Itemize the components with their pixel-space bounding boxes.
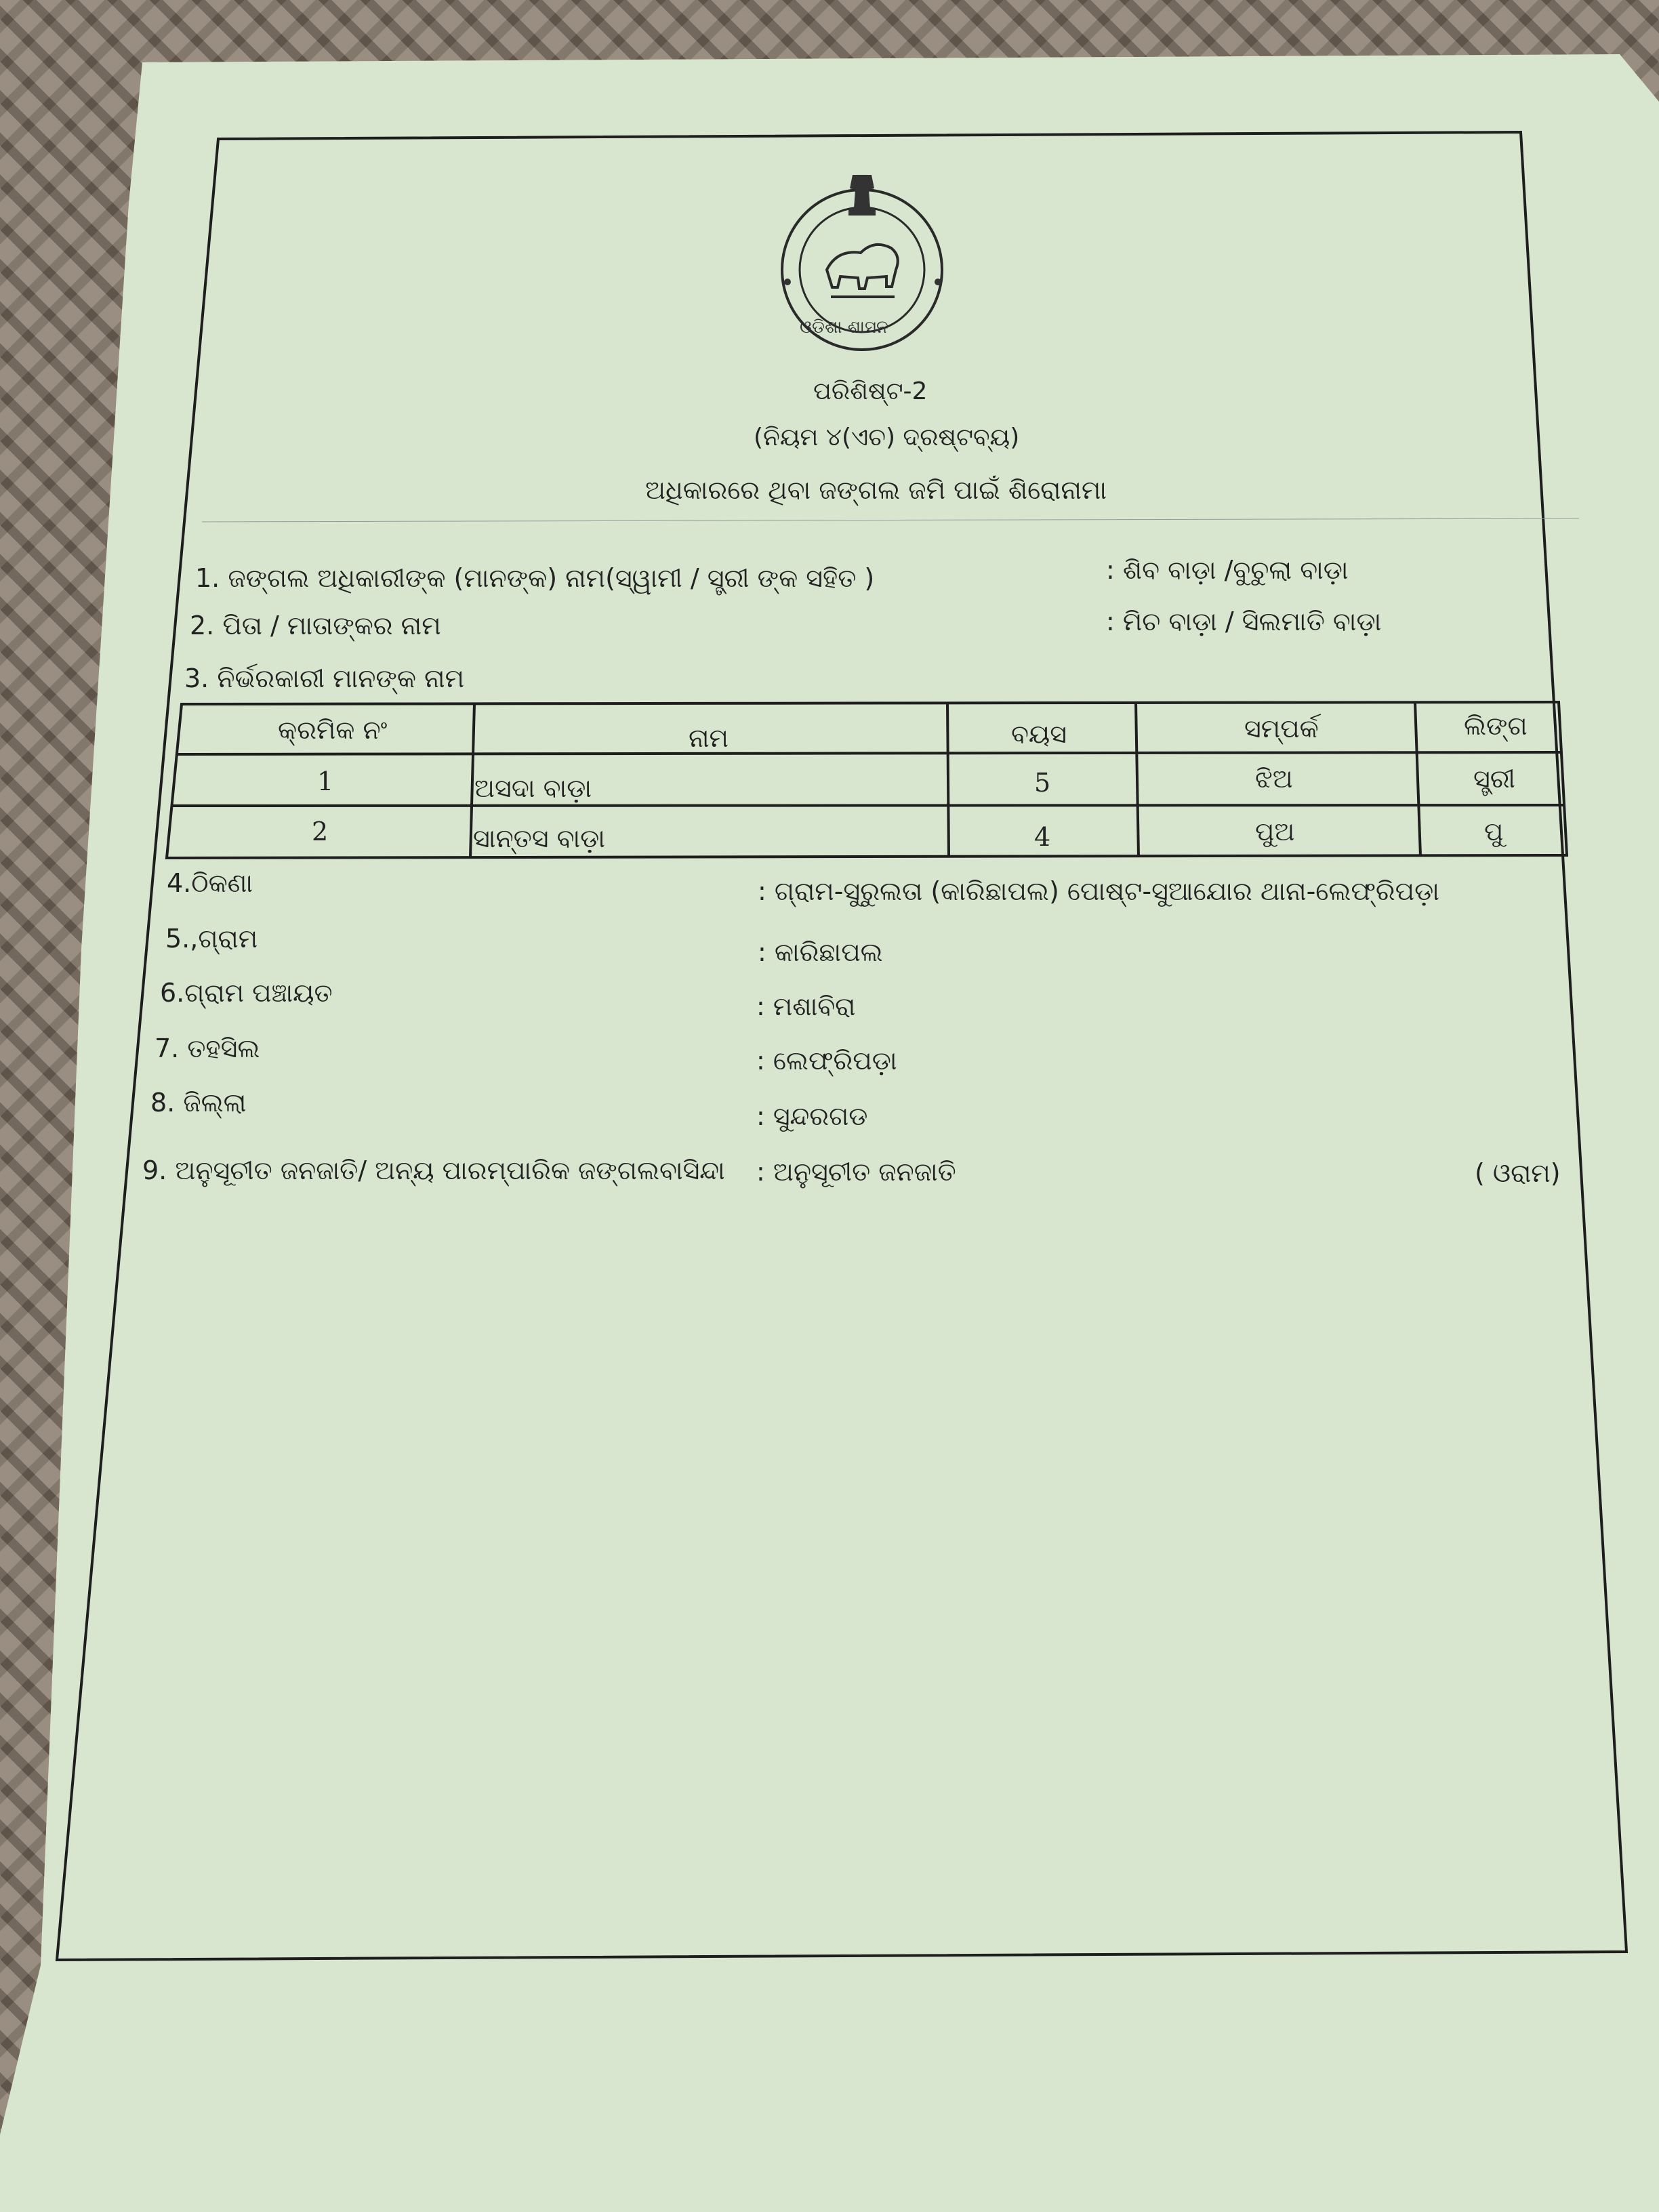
field-9-label: 9. ଅନୁସୂଚୀତ ଜନଜାତି/ ଅନ୍ୟ ପାରମ୍ପାରିକ ଜଙ୍ଗଲବାସିନ୍ଦା: [142, 1155, 725, 1185]
table-row-1-name: ଅସଦା ବାଡ଼ା: [474, 773, 592, 803]
document-heading: ଅଧିକାରରେ ଥିବା ଜଙ୍ଗଲ ଜମି ପାଇଁ ଶିରୋନାମା: [645, 475, 1107, 505]
field-8-label: 8. ଜିଲ୍ଲା: [150, 1088, 247, 1118]
table-header-name: ନାମ: [689, 723, 729, 753]
table-header-serial: କ୍ରମିକ ନଂ: [278, 715, 388, 745]
field-7-label: 7. ତହସିଲ: [155, 1033, 260, 1063]
table-row-1-relation: ଝିଅ: [1255, 764, 1293, 794]
field-6-label: 6.ଗ୍ରାମ ପଞ୍ଚାୟତ: [160, 978, 333, 1008]
field-2-label: 2. ପିତା / ମାତାଙ୍କର ନାମ: [190, 611, 441, 640]
field-7-value: : ଲେଫ୍ରିପଡ଼ା: [756, 1046, 897, 1076]
table-row-2-serial: 2: [312, 817, 329, 846]
field-1-label: 1. ଜଙ୍ଗଲ ଅଧିକାରୀଙ୍କ (ମାନଙ୍କ) ନାମ(ସ୍ୱାମୀ / ସ୍ତ୍ରୀ ଙ୍କ ସହିତ ): [195, 563, 875, 593]
table-header-age: ବୟସ: [1011, 719, 1067, 749]
field-3-label: 3. ନିର୍ଭରକାରୀ ମାନଙ୍କ ନାମ: [184, 663, 465, 693]
field-9-note: ( ଓରାମ): [1475, 1158, 1561, 1188]
table-row-2-age: 4: [1034, 822, 1051, 852]
table-row-2-relation: ପୁଅ: [1255, 817, 1295, 846]
table-row-2-name: ସାନ୍ତସ ବାଡ଼ା: [473, 823, 605, 853]
seal-text: ଓଡ଼ିଶା ଶାସନ: [800, 317, 888, 337]
table-header-gender: ଲିଙ୍ଗ: [1464, 711, 1528, 741]
table-row-1-gender: ସ୍ତ୍ରୀ: [1473, 764, 1515, 794]
field-2-value: : ମିଚ ବାଡ଼ା / ସିଲମାତି ବାଡ଼ା: [1106, 607, 1382, 636]
field-5-value: : କାରିଛାପଲ: [758, 937, 883, 967]
table-header-relation: ସମ୍ପର୍କ: [1244, 714, 1319, 743]
field-6-value: : ମଶାବିରା: [756, 991, 856, 1021]
field-4-label: 4.ଠିକଣା: [167, 868, 253, 898]
field-5-label: 5.,ଗ୍ରାମ: [165, 924, 258, 954]
table-row-1-serial: 1: [317, 766, 334, 796]
table-row-1-age: 5: [1034, 768, 1051, 798]
divider-line: [202, 518, 1579, 522]
field-9-value: : ଅନୁସୂଚୀତ ଜନଜାତି: [756, 1157, 956, 1187]
field-8-value: : ସୁନ୍ଦରଗଡ: [756, 1101, 868, 1131]
rule-reference: (ନିୟମ ୪(ଏଚ) ଦ୍ରଷ୍ଟବ୍ୟ): [754, 424, 1020, 451]
table-row-2-gender: ପୁ: [1484, 817, 1504, 846]
field-1-value: : ଶିବ ବାଡ଼ା /ବୁଚୁଲା ବାଡ଼ା: [1106, 555, 1349, 585]
appendix-title: ପରିଶିଷ୍ଟ-2: [813, 377, 928, 405]
field-4-value: : ଗ୍ରାମ-ସୁରୁଲତା (କାରିଛାପଲ) ପୋଷ୍ଟ-ସୁଆଯୋର ଥାନା-ଲେଫ୍ରିପଡ଼ା: [758, 876, 1439, 906]
